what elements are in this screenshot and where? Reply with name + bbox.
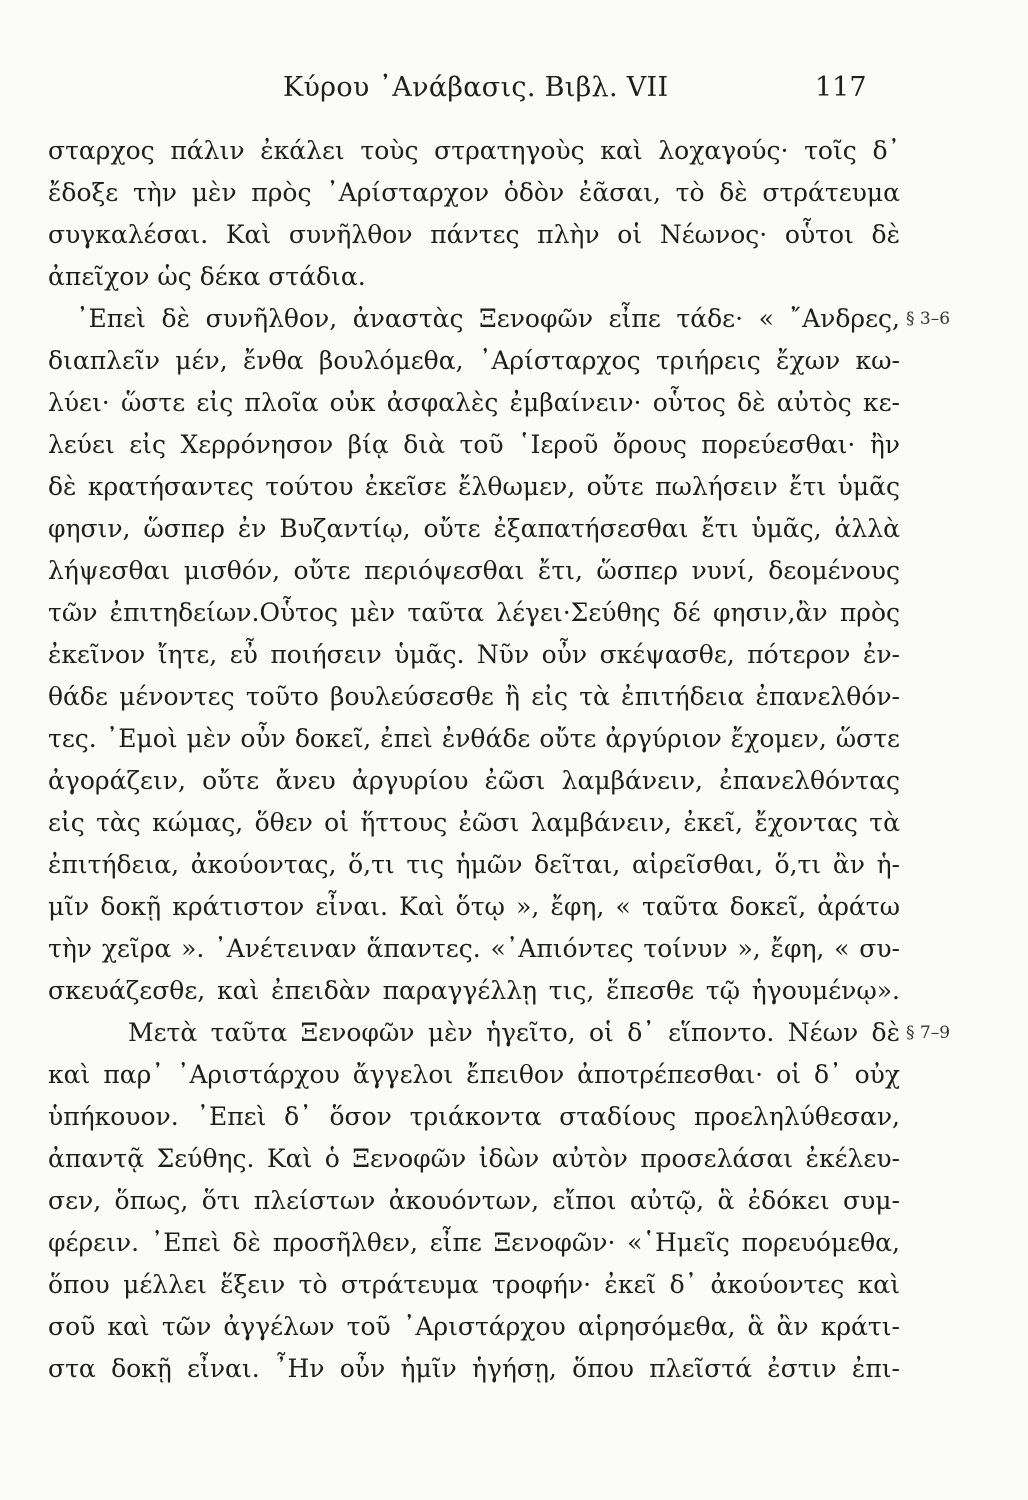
page-number: 117 <box>815 72 867 103</box>
text-line: διαπλεῖν μέν, ἔνθα βουλόμεθα, ᾽Αρίσταρχος τριήρεις ἔχων κω- <box>48 346 900 375</box>
text-line: εἰς τὰς κώμας, ὅθεν οἱ ἥττους ἐῶσι λαμβάνειν, ἐκεῖ, ἔχοντας τὰ <box>48 808 900 837</box>
text-line: θάδε μένοντες τοῦτο βουλεύσεσθε ἢ εἰς τὰ ἐπιτήδεια ἐπανελθόν- <box>48 682 900 711</box>
text-line: σεν, ὅπως, ὅτι πλείστων ἀκουόντων, εἴποι αὐτῷ, ἃ ἐδόκει συμ- <box>48 1186 900 1215</box>
text-line: σοῦ καὶ τῶν ἀγγέλων τοῦ ᾽Αριστάρχου αἱρησόμεθα, ἃ ἂν κράτι- <box>48 1312 900 1341</box>
text-line: τῶν ἐπιτηδείων.Οὗτος μὲν ταῦτα λέγει·Σεύθης δέ φησιν,ἂν πρὸς <box>48 598 900 627</box>
text-line: ἔδοξε τὴν μὲν πρὸς ᾽Αρίσταρχον ὁδὸν ἐᾶσαι, τὸ δὲ στράτευμα <box>48 178 900 207</box>
text-line: τὴν χεῖρα ». ᾽Ανέτειναν ἅπαντες. «᾽Απιόντες τοίνυν », ἔφη, « συ- <box>48 934 900 963</box>
text-line: σταρχος πάλιν ἐκάλει τοὺς στρατηγοὺς καὶ λοχαγούς· τοῖς δ᾽ <box>48 136 900 165</box>
text-line: μῖν δοκῇ κράτιστον εἶναι. Καὶ ὅτῳ », ἔφη, « ταῦτα δοκεῖ, ἀράτω <box>48 892 900 921</box>
text-line: ἐπιτήδεια, ἀκούοντας, ὅ,τι τις ἡμῶν δεῖται, αἱρεῖσθαι, ὅ,τι ἂν ἡ- <box>48 850 900 879</box>
text-line: ᾽Επεὶ δὲ συνῆλθον, ἀναστὰς Ξενοφῶν εἶπε τάδε· « ῎Ανδρες, <box>76 304 900 333</box>
text-line: ὅπου μέλλει ἕξειν τὸ στράτευμα τροφήν· ἐκεῖ δ᾽ ἀκούοντες καὶ <box>48 1270 900 1299</box>
text-line: καὶ παρ᾽ ᾽Αριστάρχου ἄγγελοι ἔπειθον ἀποτρέπεσθαι· οἱ δ᾽ οὐχ <box>48 1060 900 1089</box>
text-line: φέρειν. ᾽Επεὶ δὲ προσῆλθεν, εἶπε Ξενοφῶν· «῾Ημεῖς πορευόμεθα, <box>48 1228 900 1257</box>
margin-section-note: § 3–6 <box>906 309 951 329</box>
text-line: δὲ κρατήσαντες τούτου ἐκεῖσε ἔλθωμεν, οὔτε πωλήσειν ἔτι ὑμᾶς <box>48 472 900 501</box>
text-line: ἀγοράζειν, οὔτε ἄνευ ἀργυρίου ἐῶσι λαμβάνειν, ἐπανελθόντας <box>48 766 900 795</box>
running-title: Κύρου ᾽Ανάβασις. Βιβλ. VII <box>283 72 669 103</box>
page-header <box>0 72 1028 112</box>
text-line: λήψεσθαι μισθόν, οὔτε περιόψεσθαι ἔτι, ὥσπερ νυνί, δεομένους <box>48 556 900 585</box>
text-line: ὑπήκουον. ᾽Επεὶ δ᾽ ὅσον τριάκοντα σταδίους προεληλύθεσαν, <box>48 1102 900 1131</box>
text-line: τες. ᾽Εμοὶ μὲν οὖν δοκεῖ, ἐπεὶ ἐνθάδε οὔτε ἀργύριον ἔχομεν, ὥστε <box>48 724 900 753</box>
text-line: ἀπεῖχον ὡς δέκα στάδια. <box>48 262 366 291</box>
text-line: λεύει εἰς Χερρόνησον βίᾳ διὰ τοῦ ῾Ιεροῦ ὄρους πορεύεσθαι· ἢν <box>48 430 900 459</box>
text-line: λύει· ὥστε εἰς πλοῖα οὐκ ἀσφαλὲς ἐμβαίνειν· οὗτος δὲ αὐτὸς κε- <box>48 388 900 417</box>
text-line: ἀπαντᾷ Σεύθης. Καὶ ὁ Ξενοφῶν ἰδὼν αὐτὸν προσελάσαι ἐκέλευ- <box>48 1144 900 1173</box>
text-line: φησιν, ὥσπερ ἐν Βυζαντίῳ, οὔτε ἐξαπατήσεσθαι ἔτι ὑμᾶς, ἀλλὰ <box>48 514 900 543</box>
text-line: στα δοκῇ εἶναι. ῏Ην οὖν ἡμῖν ἡγήσῃ, ὅπου πλεῖστά ἐστιν ἐπι- <box>48 1354 900 1383</box>
margin-section-note: § 7–9 <box>906 1023 951 1043</box>
text-line: Μετὰ ταῦτα Ξενοφῶν μὲν ἡγεῖτο, οἱ δ᾽ εἵποντο. Νέων δὲ <box>128 1018 900 1047</box>
text-line: σκευάζεσθε, καὶ ἐπειδὰν παραγγέλλῃ τις, ἕπεσθε τῷ ἡγουμένῳ». <box>48 976 900 1005</box>
text-line: συγκαλέσαι. Καὶ συνῆλθον πάντες πλὴν οἱ Νέωνος· οὗτοι δὲ <box>48 220 900 249</box>
text-line: ἐκεῖνον ἴητε, εὖ ποιήσειν ὑμᾶς. Νῦν οὖν σκέψασθε, πότερον ἐν- <box>48 640 900 669</box>
